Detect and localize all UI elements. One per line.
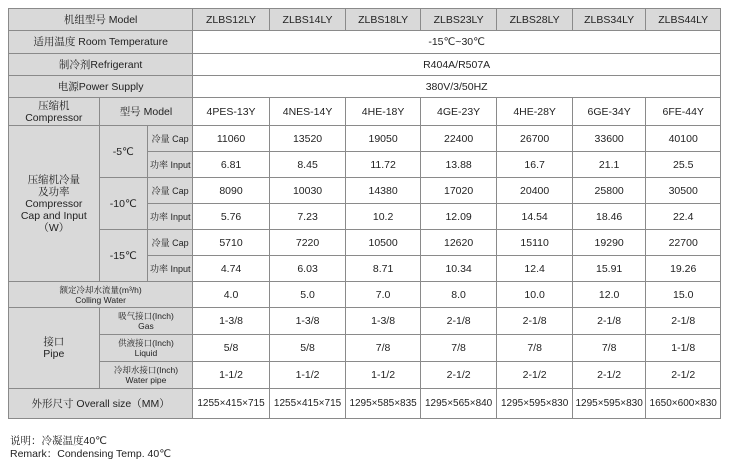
input-value: 10.2: [346, 204, 421, 230]
pipe-value: 2-1/8: [497, 308, 573, 335]
input-value: 25.5: [646, 152, 721, 178]
compressor-row: [9, 98, 721, 126]
cooling-water-value: 15.0: [646, 282, 721, 308]
pipe-label-en: Pipe: [43, 348, 65, 360]
cooling-water-value: 4.0: [193, 282, 270, 308]
room-temperature-row: [9, 31, 721, 54]
pipe-value: 7/8: [497, 335, 573, 362]
pipe-row: [9, 335, 721, 362]
compressor-model-label: 型号 Model: [99, 98, 193, 126]
input-value: 10.34: [420, 256, 497, 282]
pipe-label: [9, 308, 100, 389]
pipe-value: 7/8: [420, 335, 497, 362]
capacity-label-en2: Cap and Input: [20, 209, 87, 222]
input-value: 16.7: [497, 152, 573, 178]
overall-size-value: 1255×415×715: [193, 389, 270, 419]
pipe-label-cn: 接口: [43, 336, 65, 348]
pipe-value: 2-1/8: [572, 308, 646, 335]
cap-value: 13520: [269, 126, 346, 152]
temp-label: -5℃: [99, 126, 147, 178]
pipe-type-label: [99, 308, 193, 335]
remark-en: Remark：Condensing Temp. 40℃: [10, 448, 172, 460]
cooling-water-value: 7.0: [346, 282, 421, 308]
cap-value: 11060: [193, 126, 270, 152]
input-value: 15.91: [572, 256, 646, 282]
cap-value: 10500: [346, 230, 421, 256]
pipe-type-label-cn: 冷却水接口(Inch): [113, 365, 179, 375]
capacity-row: [9, 230, 721, 256]
pipe-type-label-en: Water pipe: [125, 375, 167, 385]
cooling-water-label-cn: 额定冷却水流量(m³/h): [59, 284, 142, 295]
cap-value: 14380: [346, 178, 421, 204]
capacity-label-cn2: 及功率: [38, 185, 70, 198]
temp-label: -10℃: [99, 178, 147, 230]
input-value: 22.4: [646, 204, 721, 230]
refrigerant-label: 制冷剂Refrigerant: [9, 54, 193, 76]
pipe-value: 2-1/8: [420, 308, 497, 335]
input-label: 功率 Input: [147, 152, 192, 178]
pipe-row: [9, 308, 721, 335]
input-value: 18.46: [572, 204, 646, 230]
pipe-value: 1-1/2: [193, 362, 270, 389]
pipe-value: 7/8: [572, 335, 646, 362]
cap-value: 30500: [646, 178, 721, 204]
cap-value: 26700: [497, 126, 573, 152]
cap-value: 17020: [420, 178, 497, 204]
model-header-label: 机组型号 Model: [9, 9, 193, 31]
input-value: 8.45: [269, 152, 346, 178]
model-name: ZLBS18LY: [346, 9, 421, 31]
cap-value: 8090: [193, 178, 270, 204]
compressor-label-cn: 压缩机: [38, 99, 70, 112]
refrigerant-row: [9, 54, 721, 76]
pipe-value: 2-1/2: [420, 362, 497, 389]
cooling-water-label: [9, 282, 193, 308]
compressor-label-en: Compressor: [25, 111, 83, 124]
temp-label: -15℃: [99, 230, 147, 282]
pipe-value: 1-1/2: [269, 362, 346, 389]
input-value: 14.54: [497, 204, 573, 230]
overall-size-value: 1295×595×830: [497, 389, 573, 419]
pipe-value: 1-3/8: [346, 308, 421, 335]
power-supply-row: [9, 76, 721, 98]
model-name: ZLBS44LY: [646, 9, 721, 31]
refrigerant-value: R404A/R507A: [193, 54, 721, 76]
pipe-value: 2-1/2: [646, 362, 721, 389]
cooling-water-value: 12.0: [572, 282, 646, 308]
cooling-water-value: 10.0: [497, 282, 573, 308]
overall-size-value: 1650×600×830: [646, 389, 721, 419]
pipe-value: 1-3/8: [269, 308, 346, 335]
overall-size-value: 1295×565×840: [420, 389, 497, 419]
remark-cn: 说明：冷凝温度40℃: [10, 435, 107, 447]
cap-value: 25800: [572, 178, 646, 204]
model-name: ZLBS28LY: [497, 9, 573, 31]
compressor-model: 6GE-34Y: [572, 98, 646, 126]
compressor-model: 4GE-23Y: [420, 98, 497, 126]
overall-size-row: [9, 389, 721, 419]
cooling-water-label-en: Colling Water: [75, 294, 126, 305]
overall-size-label: 外形尺寸 Overall size（MM）: [9, 389, 193, 419]
pipe-value: 2-1/2: [572, 362, 646, 389]
cooling-water-row: [9, 282, 721, 308]
power-supply-value: 380V/3/50HZ: [193, 76, 721, 98]
cap-value: 40100: [646, 126, 721, 152]
input-value: 8.71: [346, 256, 421, 282]
cap-value: 19290: [572, 230, 646, 256]
cooling-water-value: 8.0: [420, 282, 497, 308]
pipe-value: 7/8: [346, 335, 421, 362]
input-value: 7.23: [269, 204, 346, 230]
capacity-label: [9, 126, 100, 282]
pipe-type-label-cn: 供液接口(Inch): [118, 338, 174, 348]
capacity-label-unit: （W）: [38, 221, 70, 234]
input-value: 19.26: [646, 256, 721, 282]
input-value: 12.09: [420, 204, 497, 230]
cap-label: 冷量 Cap: [147, 178, 192, 204]
room-temperature-label: 适用温度 Room Temperature: [9, 31, 193, 54]
capacity-row: [9, 126, 721, 152]
compressor-model: 4PES-13Y: [193, 98, 270, 126]
pipe-row: [9, 362, 721, 389]
pipe-type-label: [99, 362, 193, 389]
input-label: 功率 Input: [147, 256, 192, 282]
cap-label: 冷量 Cap: [147, 126, 192, 152]
cap-value: 12620: [420, 230, 497, 256]
overall-size-value: 1255×415×715: [269, 389, 346, 419]
input-value: 12.4: [497, 256, 573, 282]
model-name: ZLBS34LY: [572, 9, 646, 31]
compressor-model: 4NES-14Y: [269, 98, 346, 126]
input-value: 5.76: [193, 204, 270, 230]
cooling-water-value: 5.0: [269, 282, 346, 308]
cap-value: 7220: [269, 230, 346, 256]
cap-value: 5710: [193, 230, 270, 256]
input-value: 13.88: [420, 152, 497, 178]
cap-value: 33600: [572, 126, 646, 152]
pipe-value: 2-1/8: [646, 308, 721, 335]
compressor-model: 6FE-44Y: [646, 98, 721, 126]
pipe-value: 1-1/2: [346, 362, 421, 389]
input-value: 21.1: [572, 152, 646, 178]
pipe-value: 1-1/8: [646, 335, 721, 362]
overall-size-value: 1295×595×830: [572, 389, 646, 419]
pipe-value: 5/8: [269, 335, 346, 362]
model-header-row: [9, 9, 721, 31]
model-name: ZLBS23LY: [420, 9, 497, 31]
input-value: 4.74: [193, 256, 270, 282]
cap-value: 10030: [269, 178, 346, 204]
compressor-model: 4HE-18Y: [346, 98, 421, 126]
input-value: 11.72: [346, 152, 421, 178]
input-value: 6.81: [193, 152, 270, 178]
room-temperature-value: -15℃~30℃: [193, 31, 721, 54]
cap-value: 22700: [646, 230, 721, 256]
cap-value: 20400: [497, 178, 573, 204]
pipe-type-label-cn: 吸气接口(Inch): [118, 311, 174, 321]
overall-size-value: 1295×585×835: [346, 389, 421, 419]
pipe-type-label: [99, 335, 193, 362]
remarks: [10, 435, 171, 461]
pipe-type-label-en: Gas: [138, 321, 154, 331]
input-label: 功率 Input: [147, 204, 192, 230]
input-value: 6.03: [269, 256, 346, 282]
cap-label: 冷量 Cap: [147, 230, 192, 256]
pipe-value: 5/8: [193, 335, 270, 362]
pipe-value: 2-1/2: [497, 362, 573, 389]
model-name: ZLBS12LY: [193, 9, 270, 31]
pipe-type-label-en: Liquid: [134, 348, 158, 358]
cap-value: 22400: [420, 126, 497, 152]
model-name: ZLBS14LY: [269, 9, 346, 31]
cap-value: 19050: [346, 126, 421, 152]
compressor-model: 4HE-28Y: [497, 98, 573, 126]
pipe-value: 1-3/8: [193, 308, 270, 335]
cap-value: 15110: [497, 230, 573, 256]
power-supply-label: 电源Power Supply: [9, 76, 193, 98]
spec-table: [8, 8, 721, 419]
capacity-label-en1: Compressor: [25, 197, 83, 210]
capacity-label-cn1: 压缩机冷量: [27, 173, 81, 186]
capacity-row: [9, 178, 721, 204]
compressor-label: [9, 98, 100, 126]
